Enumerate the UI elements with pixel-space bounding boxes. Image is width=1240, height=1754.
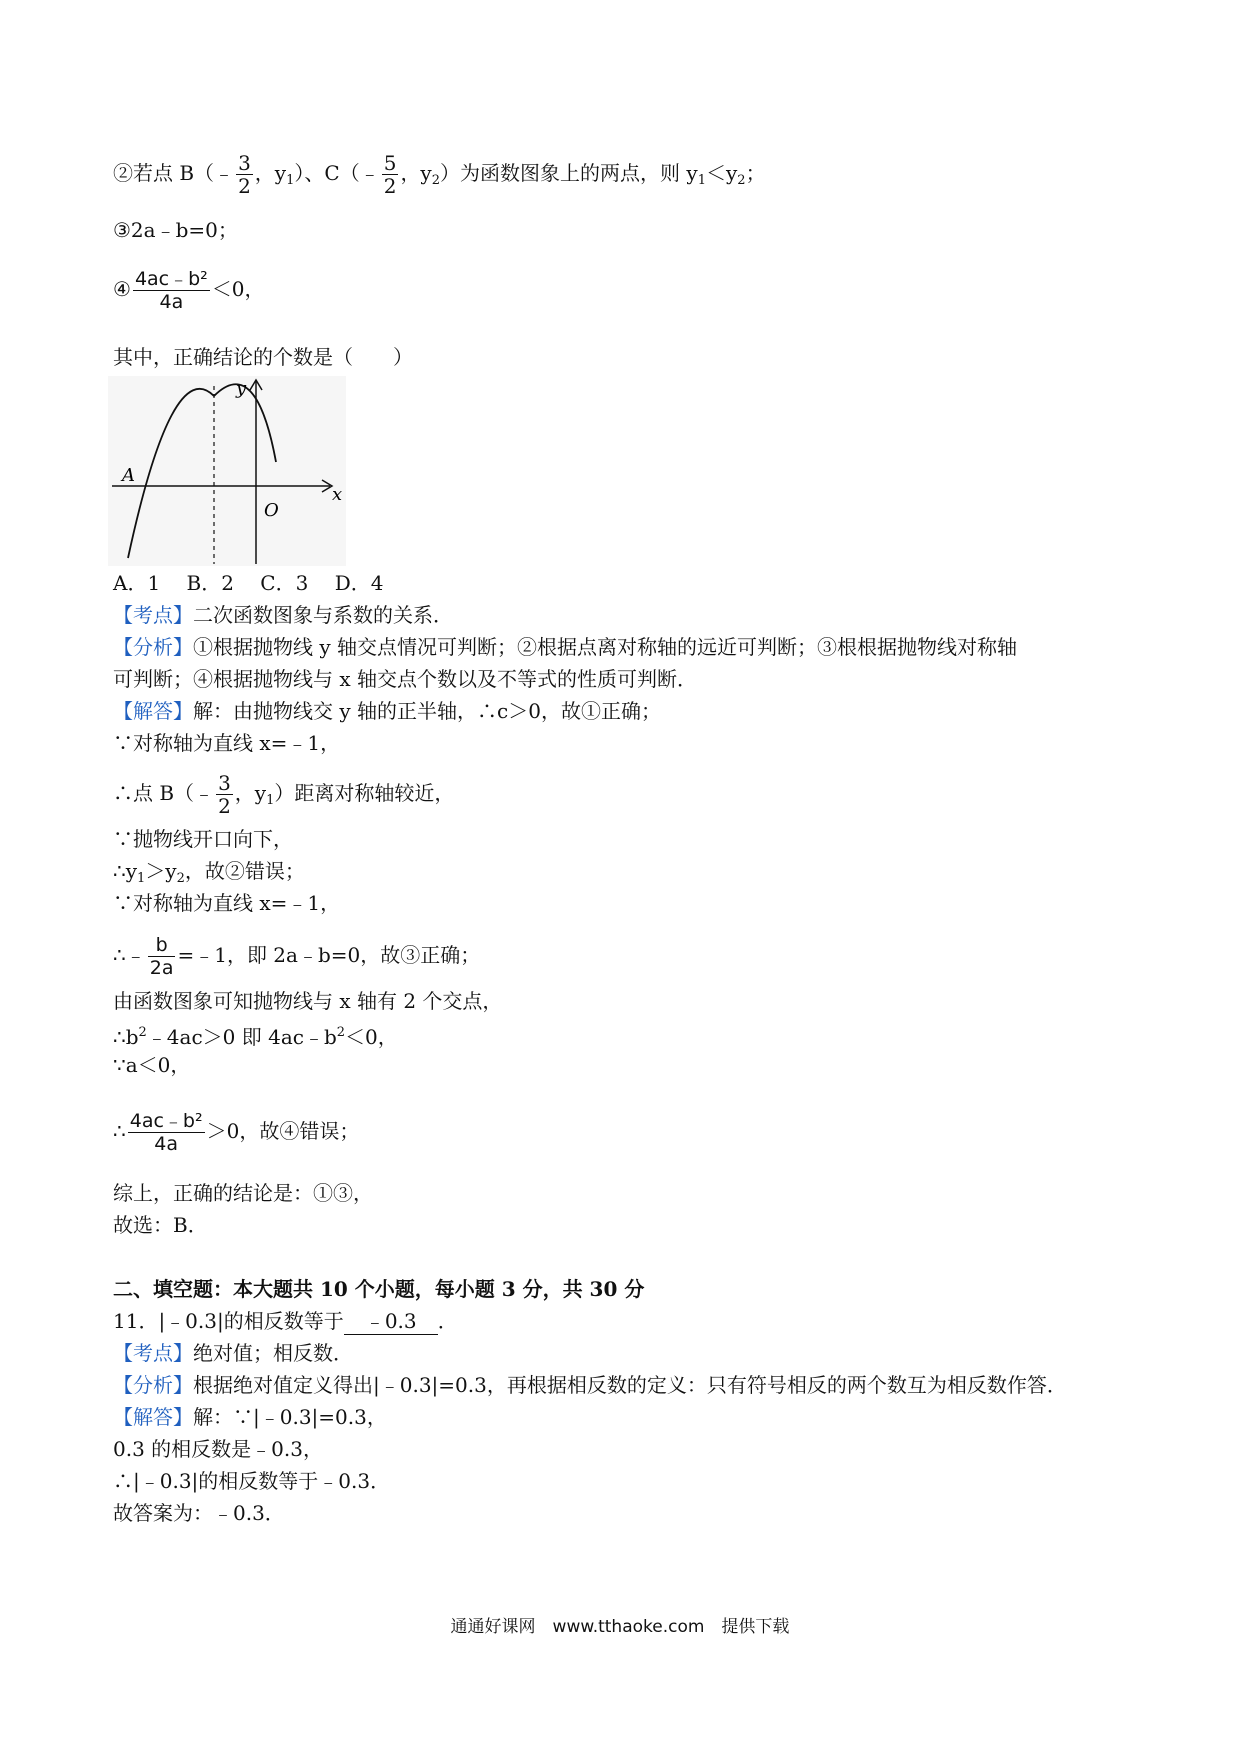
fenxi-tag: 【分析】 [113, 635, 193, 659]
fraction: $\frac{\text{4ac﹣b²}}{4a}$ [129, 1110, 203, 1155]
y-axis-label: y [236, 378, 247, 399]
item-3: ③2a﹣b=0； [113, 218, 238, 242]
fenxi-tag: 【分析】 [113, 1373, 193, 1397]
section-title: 二、填空题：本大题共 10 个小题，每小题 3 分，共 30 分 [113, 1277, 645, 1301]
question-11: 11．|﹣0.3|的相反数等于 ﹣0.3 ． [113, 1309, 458, 1333]
kaodian-tag: 【考点】 [113, 603, 193, 627]
fenxi-line: 【分析】①根据抛物线 y 轴交点情况可判断；②根据点离对称轴的远近可判断；③根根据抛物线对称轴 [113, 635, 1018, 659]
solution-step: ∵a＜0， [113, 1053, 191, 1077]
answer-blank: ﹣0.3 [344, 1308, 438, 1335]
x-axis-label: x [332, 484, 343, 505]
solution-step: 0.3 的相反数是﹣0.3， [113, 1437, 323, 1461]
solution-step: ∴ $\frac{\text{4ac﹣b²}}{4a}$ ＞0，故④错误； [113, 1110, 360, 1155]
jieda-tag: 【解答】 [113, 1405, 193, 1429]
jieda-line: 【解答】解：由抛物线交 y 轴的正半轴，∴c＞0，故①正确； [113, 699, 661, 723]
solution-step: 由函数图象可知抛物线与 x 轴有 2 个交点， [113, 989, 503, 1013]
solution-step: 综上，正确的结论是：①③， [113, 1181, 373, 1205]
solution-step: ∴﹣ $\frac{b}{2a}$ =﹣1，即 2a﹣b=0，故③正确； [113, 934, 481, 979]
fraction: $\frac{5}{2}$ [383, 151, 397, 198]
item-2: ②若点 B（﹣ $\frac{3}{2}$ ，$y_1$）、C（﹣ $\frac{5}{2}$ ，$y_2$）为函数图象上的两点，则 $y_1<y_2$； [113, 151, 766, 198]
fenxi-line: 【分析】根据绝对值定义得出|﹣0.3|=0.3，再根据相反数的定义：只有符号相反的两个数互为相反数作答． [113, 1373, 1067, 1397]
options: A．1 B．2 C．3 D．4 [113, 571, 384, 595]
solution-step: ∵抛物线开口向下， [113, 827, 293, 851]
kaodian-line: 【考点】二次函数图象与系数的关系． [113, 603, 453, 627]
solution-step: 故答案为：﹣0.3． [113, 1501, 285, 1525]
jieda-line: 【解答】解：∵|﹣0.3|=0.3， [113, 1405, 387, 1429]
solution-step: ∵对称轴为直线 x=﹣1， [113, 891, 341, 915]
solution-step: $\therefore b^2﹣4ac>0$ 即 $4ac﹣b^2<0$， [113, 1025, 398, 1049]
fraction: $\frac{3}{2}$ [238, 151, 251, 198]
solution-step: $\therefore y_1>y_2$，故②错误； [113, 859, 305, 886]
parabola-graph [108, 376, 346, 566]
fraction: $\frac{\text{4ac﹣b²}}{4a}$ [134, 268, 208, 313]
solution-step: ∵对称轴为直线 x=﹣1， [113, 731, 341, 755]
solution-step: 故选：B． [113, 1213, 208, 1237]
point-a-label: A [122, 465, 135, 486]
graph-background [108, 376, 346, 566]
page-footer: 通通好课网 www.tthaoke.com 提供下载 [450, 1617, 790, 1637]
fraction: $\frac{b}{2a}$ [149, 934, 174, 979]
jieda-tag: 【解答】 [113, 699, 193, 723]
fraction: $\frac{3}{2}$ [218, 771, 231, 818]
kaodian-line: 【考点】绝对值；相反数． [113, 1341, 353, 1365]
solution-step: ∴点 B（﹣ $\frac{3}{2}$ ，$y_1$）距离对称轴较近， [113, 771, 455, 818]
question-prompt: 其中，正确结论的个数是（ ） [113, 345, 413, 369]
origin-label: O [264, 500, 279, 521]
solution-step: ∴|﹣0.3|的相反数等于﹣0.3． [113, 1469, 391, 1493]
item-4: ④ $\frac{\text{4ac﹣b²}}{4a}$ ＜0， [113, 268, 265, 313]
kaodian-tag: 【考点】 [113, 1341, 193, 1365]
fenxi-line-2: 可判断；④根据抛物线与 x 轴交点个数以及不等式的性质可判断． [113, 667, 697, 691]
